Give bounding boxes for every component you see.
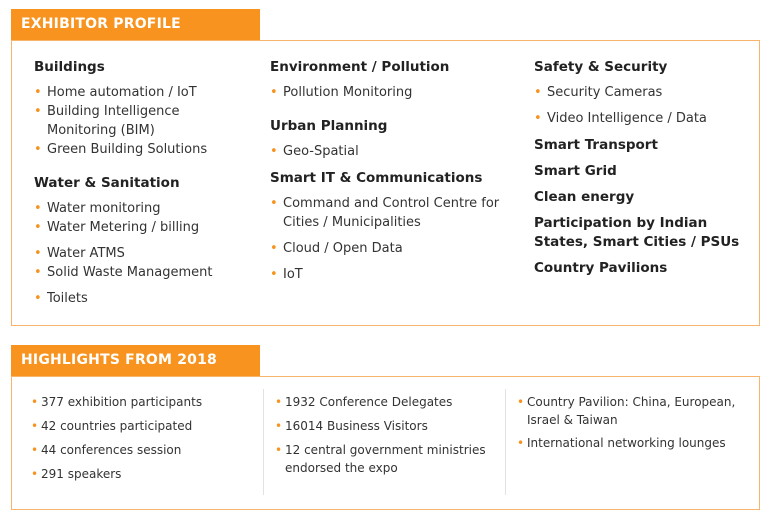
list-item: • 377 exhibition participants — [31, 395, 203, 409]
bullet-icon: • — [517, 436, 525, 450]
list-item: • Water monitoring — [34, 201, 161, 216]
list-item: • Cloud / Open Data — [270, 241, 403, 256]
bullet-icon: • — [31, 419, 39, 433]
list-item: • Water Metering / billing — [34, 220, 200, 235]
country-pavilions-heading: Country Pavilions — [534, 260, 668, 276]
list-item: • 291 speakers — [31, 467, 122, 481]
bullet-icon: • — [34, 201, 42, 216]
urban-planning-heading: Urban Planning — [270, 118, 388, 134]
list-item: • Security Cameras — [534, 85, 663, 100]
list-item: • Green Building Solutions — [34, 142, 208, 157]
bullet-icon: • — [34, 104, 42, 119]
list-item-continued: endorsed the expo — [285, 461, 398, 475]
bullet-icon: • — [534, 85, 542, 100]
bullet-icon: • — [270, 196, 278, 211]
list-item: • International networking lounges — [517, 436, 726, 450]
column-divider — [263, 389, 264, 495]
highlights-panel — [11, 376, 760, 510]
bullet-icon: • — [31, 467, 39, 481]
list-item: • Water ATMS — [34, 246, 125, 261]
bullet-icon: • — [34, 246, 42, 261]
list-item-continued: Israel & Taiwan — [527, 413, 618, 427]
bullet-icon: • — [34, 265, 42, 280]
smart-transport-heading: Smart Transport — [534, 137, 658, 153]
buildings-heading: Buildings — [34, 59, 105, 75]
bullet-icon: • — [517, 395, 525, 409]
list-item: • 1932 Conference Delegates — [275, 395, 453, 409]
list-item: • Command and Control Centre for — [270, 196, 500, 211]
list-item: • Toilets — [34, 291, 88, 306]
list-item: • 42 countries participated — [31, 419, 193, 433]
list-item: • 16014 Business Visitors — [275, 419, 428, 433]
safety-security-heading: Safety & Security — [534, 59, 668, 75]
list-item: • Country Pavilion: China, European, — [517, 395, 736, 409]
list-item: • 44 conferences session — [31, 443, 182, 457]
highlights-title: HIGHLIGHTS FROM 2018 — [21, 352, 217, 368]
list-item: • Building Intelligence — [34, 104, 180, 119]
bullet-icon: • — [34, 85, 42, 100]
environment-pollution-heading: Environment / Pollution — [270, 59, 450, 75]
list-item: • Pollution Monitoring — [270, 85, 413, 100]
bullet-icon: • — [34, 142, 42, 157]
list-item: • 12 central government ministries — [275, 443, 486, 457]
list-item-continued: Monitoring (BIM) — [47, 123, 155, 138]
exhibitor-profile-panel — [11, 40, 760, 326]
column-divider — [505, 389, 506, 495]
bullet-icon: • — [270, 85, 278, 100]
bullet-icon: • — [270, 267, 278, 282]
participation-heading-line-2: States, Smart Cities / PSUs — [534, 234, 740, 250]
list-item-continued: Cities / Municipalities — [283, 215, 421, 230]
list-item: • Home automation / IoT — [34, 85, 197, 100]
bullet-icon: • — [270, 241, 278, 256]
list-item: • Geo-Spatial — [270, 144, 359, 159]
participation-heading-line-1: Participation by Indian — [534, 215, 708, 231]
bullet-icon: • — [275, 419, 283, 433]
list-item: • Solid Waste Management — [34, 265, 213, 280]
bullet-icon: • — [34, 220, 42, 235]
bullet-icon: • — [275, 395, 283, 409]
bullet-icon: • — [275, 443, 283, 457]
smart-it-heading: Smart IT & Communications — [270, 170, 483, 186]
bullet-icon: • — [534, 111, 542, 126]
bullet-icon: • — [31, 395, 39, 409]
bullet-icon: • — [34, 291, 42, 306]
water-sanitation-heading: Water & Sanitation — [34, 175, 180, 191]
smart-grid-heading: Smart Grid — [534, 163, 617, 179]
exhibitor-profile-title: EXHIBITOR PROFILE — [21, 16, 181, 32]
bullet-icon: • — [31, 443, 39, 457]
highlights-tab — [11, 345, 260, 376]
bullet-icon: • — [270, 144, 278, 159]
list-item: • IoT — [270, 267, 303, 282]
clean-energy-heading: Clean energy — [534, 189, 635, 205]
exhibitor-profile-tab — [11, 9, 260, 40]
list-item: • Video Intelligence / Data — [534, 111, 707, 126]
